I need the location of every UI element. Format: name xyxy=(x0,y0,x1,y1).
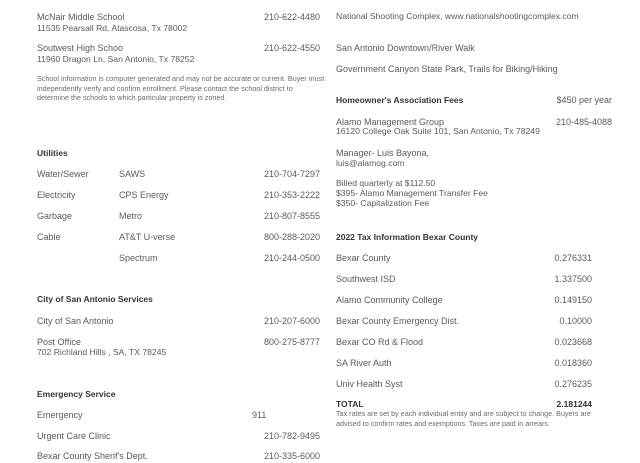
utility-provider: CPS Energy xyxy=(119,190,169,200)
tax-row xyxy=(336,315,612,328)
emergency-row xyxy=(37,450,320,463)
hoa-billing-line: $350- Capitalization Fee xyxy=(336,198,430,208)
utility-phone: 800-288-2020 xyxy=(263,232,320,242)
emergency-label: Emergency xyxy=(37,410,83,420)
utility-phone: 210-704-7297 xyxy=(263,169,320,179)
hoa-phone: 210-485-4088 xyxy=(555,117,612,127)
utilities-heading: Utilities xyxy=(37,148,68,158)
tax-row xyxy=(336,378,612,391)
utility-label: Cable xyxy=(37,232,61,242)
utility-phone: 210-353-2222 xyxy=(263,190,320,200)
utility-phone: 210-244-0500 xyxy=(263,253,320,263)
emergency-phone: 911 xyxy=(252,410,267,420)
utility-provider: SAWS xyxy=(119,169,146,179)
tax-total-label: TOTAL xyxy=(336,399,364,409)
tax-label: Alamo Community College xyxy=(336,295,443,305)
utility-row xyxy=(37,231,320,244)
school-phone: 210-622-4480 xyxy=(263,12,320,22)
tax-row xyxy=(336,273,612,286)
hoa-heading-row xyxy=(336,94,612,107)
tax-row xyxy=(336,357,612,370)
school-disclaimer: School information is computer generated and may not be accurate or current. Buyer must independently verify and confirm enrollment. Please contact the school district to determine the schools to which particular property is zoned. xyxy=(37,74,325,103)
emergency-heading: Emergency Service xyxy=(37,389,116,399)
tax-label: Southwest ISD xyxy=(336,274,396,284)
emergency-label: Urgent Care Clinic xyxy=(37,431,111,441)
tax-label: Univ Health Syst xyxy=(336,379,403,389)
hoa-company: Alamo Management Group xyxy=(336,117,445,127)
attraction-item: National Shooting Complex, www.nationalshootingcomplex.com xyxy=(336,11,579,21)
city-row xyxy=(37,315,320,328)
school-address: 11535 Pearsall Rd, Atascosa, Tx 78002 xyxy=(37,23,188,33)
utility-provider: Metro xyxy=(119,211,143,221)
hoa-manager: Manager- Luis Bayona, xyxy=(336,148,430,158)
tax-rate: 0.10000 xyxy=(559,316,592,326)
emergency-phone: 210-335-6000 xyxy=(263,451,320,461)
school-phone: 210-622-4550 xyxy=(263,43,320,53)
utility-provider: AT&T U-verse xyxy=(119,232,176,242)
school-name: McNair Middle School xyxy=(37,12,125,22)
emergency-row xyxy=(37,430,320,443)
emergency-row xyxy=(37,409,320,422)
tax-rate: 0.276331 xyxy=(554,253,592,263)
city-phone: 210-207-6000 xyxy=(263,316,320,326)
post-office-label: Post Office xyxy=(37,337,81,347)
tax-rate: 1.337500 xyxy=(554,274,592,284)
utility-label: Electricity xyxy=(37,190,76,200)
tax-row xyxy=(336,294,612,307)
tax-note: Tax rates are set by each individual entity and are subject to change. Buyers are advised to confirm rates and exemptions. Taxes are paid in arrears. xyxy=(336,409,591,428)
tax-label: SA River Auth xyxy=(336,358,392,368)
hoa-billing-line: $395- Alamo Management Transfer Fee xyxy=(336,188,488,198)
emergency-phone: 210-782-9495 xyxy=(263,431,320,441)
tax-rate: 0.018360 xyxy=(554,358,592,368)
emergency-label: Bexar County Sherif's Dept. xyxy=(37,451,148,461)
post-office-phone: 800-275-8777 xyxy=(263,337,320,347)
school-name: Soutwest High Schoo xyxy=(37,43,124,53)
hoa-fee: $450 per year xyxy=(556,95,612,105)
hoa-email: luis@alamog.com xyxy=(336,158,405,168)
attraction-item: San Antonio Downtown/River Walk xyxy=(336,43,475,53)
utility-row xyxy=(37,252,320,265)
tax-total: 2.181244 xyxy=(556,399,592,409)
tax-label: Bexar County xyxy=(336,253,391,263)
tax-rate: 0.276235 xyxy=(554,379,592,389)
utility-label: Water/Sewer xyxy=(37,169,89,179)
attraction-item: Government Canyon State Park, Trails for Biking/Hiking xyxy=(336,64,558,74)
tax-label: Bexar CO Rd & Flood xyxy=(336,337,424,347)
utility-label: Garbage xyxy=(37,211,73,221)
hoa-address: 16120 College Oak Suite 101, San Antonio, Tx 78249 xyxy=(336,126,540,136)
utility-row xyxy=(37,210,320,223)
city-label: City of San Antonio xyxy=(37,316,114,326)
utility-phone: 210-807-8555 xyxy=(263,211,320,221)
tax-label: Bexar County Emergency Dist. xyxy=(336,316,460,326)
tax-row xyxy=(336,252,612,265)
hoa-heading: Homeowner's Association Fees xyxy=(336,95,464,105)
utility-row xyxy=(37,189,320,202)
tax-rate: 0.023668 xyxy=(554,337,592,347)
utility-row xyxy=(37,168,320,181)
city-services-heading: City of San Antonio Services xyxy=(37,294,153,304)
tax-rate: 0.149150 xyxy=(554,295,592,305)
utility-provider: Spectrum xyxy=(119,253,158,263)
tax-heading: 2022 Tax Information Bexar County xyxy=(336,232,479,242)
post-office-address: 702 Richland Hills , SA, TX 78245 xyxy=(37,347,167,357)
hoa-billing-line: Billed quarterly at $112.50 xyxy=(336,178,436,188)
school-address: 11960 Dragon Ln, San Antonio, Tx 78252 xyxy=(37,54,195,64)
tax-row xyxy=(336,336,612,349)
